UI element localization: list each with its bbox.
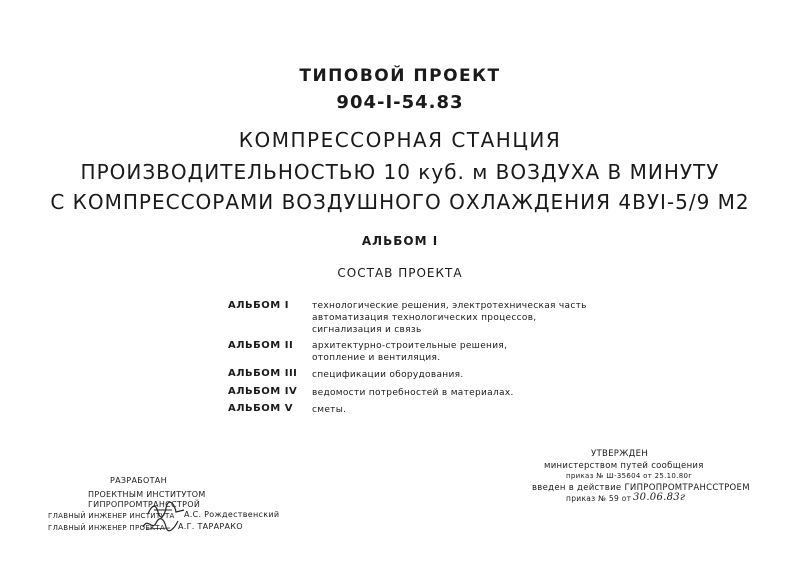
volume-1-line-1: технологические решения, электротехническая часть [312,301,587,311]
approval-date: 30.06.83г [633,492,686,503]
volume-2-desc [312,340,507,364]
approval-heading: УТВЕРЖДЕН [591,449,648,459]
title-line-3: С КОМПРЕССОРАМИ ВОЗДУШНОГО ОХЛАЖДЕНИЯ 4ВУI-5/9 М2 [50,190,750,214]
title-line-2: ПРОИЗВОДИТЕЛЬНОСТЬЮ 10 куб. м ВОЗДУХА В МИНУТУ [80,160,720,184]
approval-line-2: приказ № Ш-35604 от 25.10.80г [566,472,693,480]
approval-line-1: министерством путей сообщения [544,461,704,471]
volume-3-line-1: спецификации оборудования. [312,370,464,380]
project-engineer-name: А.Г. ТАРАРАКО [178,522,243,531]
volume-2-label: АЛЬБОМ II [228,340,294,351]
contents-heading: СОСТАВ ПРОЕКТА [337,266,463,280]
volume-1-label: АЛЬБОМ I [228,300,289,311]
project-engineer-label: ГЛАВНЫЙ ИНЖЕНЕР ПРОЕКТА [48,524,165,532]
volume-2-line-1: архитектурно-строительные решения, [312,341,508,351]
volume-3-label: АЛЬБОМ III [228,368,298,379]
volume-4-line-1: ведомости потребностей в материалах. [312,388,514,398]
album-title: АЛЬБОМ I [361,234,439,248]
project-type-heading: ТИПОВОЙ ПРОЕКТ [299,66,501,86]
project-number: 904-I-54.83 [336,92,464,113]
volume-5-line-1: сметы. [312,405,347,415]
chief-engineer-label: ГЛАВНЫЙ ИНЖЕНЕР ИНСТИТУТА [48,512,175,520]
chief-engineer-name: А.С. Рождественский [184,510,280,519]
volume-1-line-2: автоматизация технологических процессов, [312,313,537,323]
volume-1-desc [312,300,587,336]
approval-line-3: введен в действие ГИПРОПРОМТРАНССТРОЕМ [532,483,750,493]
volume-2-line-2: отопление и вентиляция. [312,353,441,363]
volume-5-label: АЛЬБОМ V [228,403,293,414]
developer-heading: РАЗРАБОТАН [110,476,167,485]
title-line-1: КОМПРЕССОРНАЯ СТАНЦИЯ [238,128,562,152]
developer-line-2: ГИПРОПРОМТРАНССТРОЙ [88,500,201,509]
volume-1-line-3: сигнализация и связь [312,325,422,335]
approval-line-4-prefix: приказ № 59 от [566,494,632,503]
project-engineer-signature [140,515,180,533]
developer-line-1: ПРОЕКТНЫМ ИНСТИТУТОМ [88,490,206,499]
volume-4-label: АЛЬБОМ IV [228,386,298,397]
